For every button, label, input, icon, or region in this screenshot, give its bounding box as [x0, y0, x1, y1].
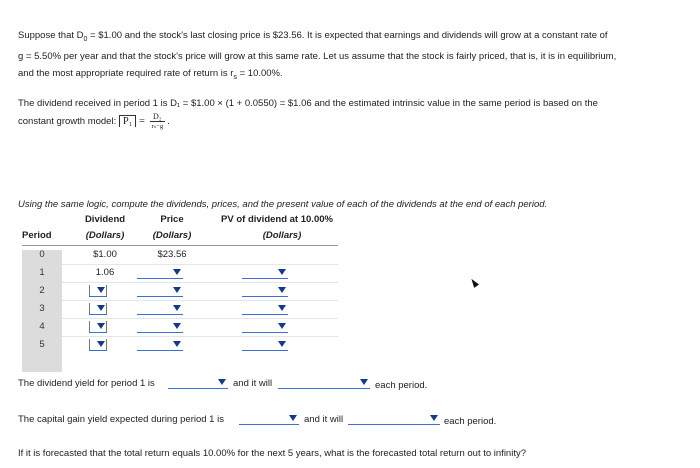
chevron-down-icon — [278, 305, 286, 311]
table-row — [22, 300, 342, 318]
dividend-yield-suffix: each period. — [375, 380, 428, 391]
dividend-yield-middle: and it will — [233, 378, 273, 389]
chevron-down-icon — [430, 415, 438, 421]
chevron-down-icon — [97, 305, 105, 311]
price-dropdown-period-4[interactable] — [137, 321, 183, 333]
capital-gain-sentence: The capital gain yield expected during period 1 is — [18, 414, 224, 425]
intro-line-1: Suppose that $D_0$ = $1.00 and the stock's last closing price is $23.56. It is expected that earnings and dividends will grow at a constant rate of — [18, 30, 608, 43]
intro-line-2: g = 5.50% per year and that the stock's price will grow at this same rate. Let us assume that the stock is fairly priced, that is, it is in equilibrium, — [18, 50, 617, 62]
intro-line-3: and the most appropriate required rate of return is $r_s = 10.00\%$. — [18, 67, 283, 81]
period-cell: 4 — [39, 321, 45, 332]
chevron-down-icon — [289, 415, 297, 421]
period-cell: 2 — [39, 285, 45, 296]
table-row — [22, 318, 342, 336]
table-row — [22, 336, 342, 354]
chevron-down-icon — [173, 269, 181, 275]
problem-intro — [18, 27, 688, 86]
pv-dropdown-period-3[interactable] — [242, 303, 288, 315]
chevron-down-icon — [173, 341, 181, 347]
dividend-explanation — [18, 95, 688, 131]
dividend-cell: 1.06 — [95, 267, 115, 278]
chevron-down-icon — [97, 341, 105, 347]
price-dropdown-period-5[interactable] — [137, 339, 183, 351]
period-cell: 5 — [39, 339, 45, 350]
table-row — [22, 264, 342, 282]
dividend-dropdown-period-4[interactable] — [89, 321, 107, 333]
price-dropdown-period-1[interactable] — [137, 267, 183, 279]
chevron-down-icon — [173, 323, 181, 329]
header-pv: PV of dividend at 10.00% — [221, 214, 333, 225]
table-row — [22, 282, 342, 300]
price-cell: $23.56 — [157, 249, 187, 260]
instruction-text: Using the same logic, compute the dividends, prices, and the present value of each of the dividends at the end of each period. — [18, 199, 548, 210]
header-pv-units: (Dollars) — [262, 230, 302, 241]
chevron-down-icon — [97, 323, 105, 329]
dividend-line-1: The dividend received in period 1 is D₁ = $1.00 × (1 + 0.0550) = $1.06 and the estimated intrinsic value in the same period is based on the — [18, 98, 598, 109]
capital-gain-trend-dropdown[interactable] — [348, 414, 440, 425]
final-question: If it is forecasted that the total return equals 10.00% for the next 5 years, what is the forecasted total return out to infinity? — [18, 448, 527, 459]
chevron-down-icon — [278, 341, 286, 347]
dividend-yield-dropdown[interactable] — [168, 378, 228, 389]
chevron-down-icon — [360, 379, 368, 385]
chevron-down-icon — [173, 305, 181, 311]
chevron-down-icon — [278, 323, 286, 329]
mouse-cursor-icon — [469, 277, 479, 288]
chevron-down-icon — [173, 287, 181, 293]
chevron-down-icon — [218, 379, 226, 385]
chevron-down-icon — [278, 287, 286, 293]
header-dividend: Dividend — [84, 214, 126, 225]
capital-gain-suffix: each period. — [444, 416, 497, 427]
capital-gain-middle: and it will — [304, 414, 344, 425]
header-price-units: (Dollars) — [152, 230, 192, 241]
pv-dropdown-period-2[interactable] — [242, 285, 288, 297]
period-cell: 0 — [39, 249, 45, 260]
pv-dropdown-period-1[interactable] — [242, 267, 288, 279]
pv-dropdown-period-4[interactable] — [242, 321, 288, 333]
p1-hat-symbol: P₁ — [119, 115, 137, 127]
header-price: Price — [160, 214, 184, 225]
header-period: Period — [22, 230, 52, 241]
dividend-yield-sentence: The dividend yield for period 1 is — [18, 378, 155, 389]
price-dropdown-period-2[interactable] — [137, 285, 183, 297]
period-cell: 3 — [39, 303, 45, 314]
price-dropdown-period-3[interactable] — [137, 303, 183, 315]
pv-dropdown-period-5[interactable] — [242, 339, 288, 351]
chevron-down-icon — [97, 287, 105, 293]
capital-gain-dropdown[interactable] — [239, 414, 299, 425]
dividend-dropdown-period-5[interactable] — [89, 339, 107, 351]
table-row — [22, 246, 342, 264]
chevron-down-icon — [278, 269, 286, 275]
dividend-dropdown-period-2[interactable] — [89, 285, 107, 297]
dividend-line-2: constant growth model: P₁ = $\frac{\text{D₂}}{\text{rₛ−g}}$ . — [18, 112, 170, 130]
period-cell: 1 — [39, 267, 45, 278]
dividend-yield-trend-dropdown[interactable] — [278, 378, 370, 389]
header-dividend-units: (Dollars) — [85, 230, 125, 241]
dividend-dropdown-period-3[interactable] — [89, 303, 107, 315]
growth-model-fraction: $\frac{\text{D₂}}{\text{rₛ−g}}$ — [151, 112, 164, 130]
dividend-cell: $1.00 — [93, 249, 117, 260]
